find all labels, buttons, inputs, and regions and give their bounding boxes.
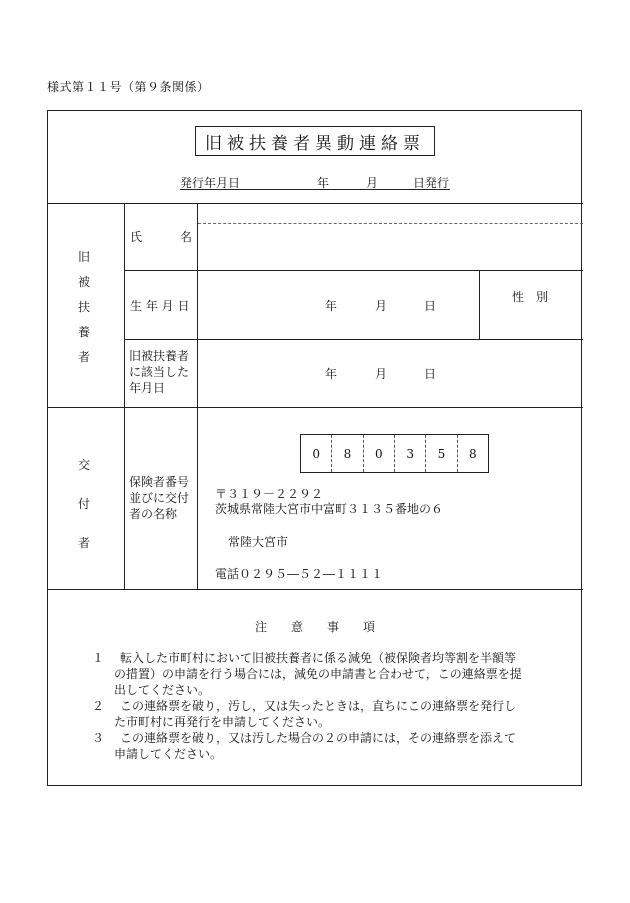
label-line: 保険者番号 (129, 475, 190, 489)
note-number: １ (92, 651, 105, 665)
label-line: 旧被扶養者 (129, 349, 190, 363)
issuer-label (129, 474, 189, 522)
insurer-digit: 5 (425, 435, 456, 472)
divider-row-birth (124, 339, 583, 340)
birth-label: 生 年 月 日 (130, 299, 190, 313)
issuer-name: 常陸大宮市 (228, 535, 289, 549)
birth-day: 日 (424, 299, 437, 313)
note-item (92, 698, 524, 730)
insurer-digit: 0 (363, 435, 394, 472)
date-year: 年 (325, 367, 338, 381)
divider-gender (479, 270, 480, 339)
header-char: 付 (77, 497, 90, 511)
note-text: この連絡票を破り，汚し，又は失ったときは，直ちにこの連絡票を発行した市町村に再発行を申請してください。 (114, 699, 517, 729)
divider-col-label (197, 203, 198, 589)
note-item (92, 650, 524, 698)
label-line: 並びに交付 (129, 491, 190, 505)
issuer-phone: 電話０２９５―５２―１１１１ (215, 567, 384, 581)
note-number: ２ (92, 699, 105, 713)
issuer-section-header (74, 456, 94, 551)
note-number: ３ (92, 731, 105, 745)
issue-date-label: 発行年月日 (180, 176, 241, 190)
date-day: 日 (424, 367, 437, 381)
divider-issuer (48, 589, 583, 590)
header-char: 旧 (77, 250, 90, 264)
name-dashed-line (198, 223, 583, 224)
divider-header (48, 203, 583, 204)
postal-code: 〒３１９－２２９２ (215, 487, 324, 501)
divider-row-name (124, 270, 583, 271)
form-number: 様式第１１号（第９条関係） (47, 80, 210, 94)
name-label-2: 名 (180, 230, 193, 244)
issuer-address: 茨城県常陸大宮市中富町３１３５番地の６ (215, 502, 444, 516)
name-label-1: 氏 (130, 230, 143, 244)
note-text: この連絡票を破り，又は汚した場合の２の申請には，その連絡票を添えて申請してください。 (114, 731, 517, 761)
header-char: 者 (77, 536, 90, 550)
insurer-digit: 8 (457, 435, 488, 472)
issue-year: 年 (317, 176, 330, 190)
header-char: 扶 (77, 300, 90, 314)
form-title: 旧被扶養者異動連絡票 (195, 126, 435, 156)
gender-label: 性 別 (512, 290, 549, 304)
insurer-digit: 0 (312, 446, 320, 461)
birth-month: 月 (375, 299, 388, 313)
insurer-number-box (300, 434, 489, 473)
header-char: 被 (77, 275, 90, 289)
divider-dependent (48, 407, 583, 408)
note-text: 転入した市町村において旧被扶養者に係る減免（被保険者均等割を半額等の措置）の申請を行う場合には，減免の申請書と合わせて，この連絡票を提出してください。 (114, 651, 522, 697)
label-line: 年月日 (129, 381, 166, 395)
dependent-date-label (129, 348, 189, 396)
date-month: 月 (375, 367, 388, 381)
notes-list (92, 650, 524, 762)
label-line: に該当した (129, 365, 190, 379)
issue-date-line (180, 174, 450, 190)
name-value-field[interactable] (200, 230, 575, 265)
header-char: 者 (77, 350, 90, 364)
header-char: 交 (77, 458, 90, 472)
insurer-digit: 3 (394, 435, 425, 472)
divider-col-header (124, 203, 125, 589)
issue-day: 日発行 (413, 176, 450, 190)
dependent-section-header (74, 248, 94, 365)
issue-month: 月 (366, 176, 379, 190)
header-char: 養 (77, 325, 90, 339)
note-item (92, 730, 524, 762)
label-line: 者の名称 (129, 507, 178, 521)
insurer-digit: 8 (331, 435, 362, 472)
notes-heading: 注 意 事 項 (254, 620, 375, 634)
birth-year: 年 (325, 299, 338, 313)
